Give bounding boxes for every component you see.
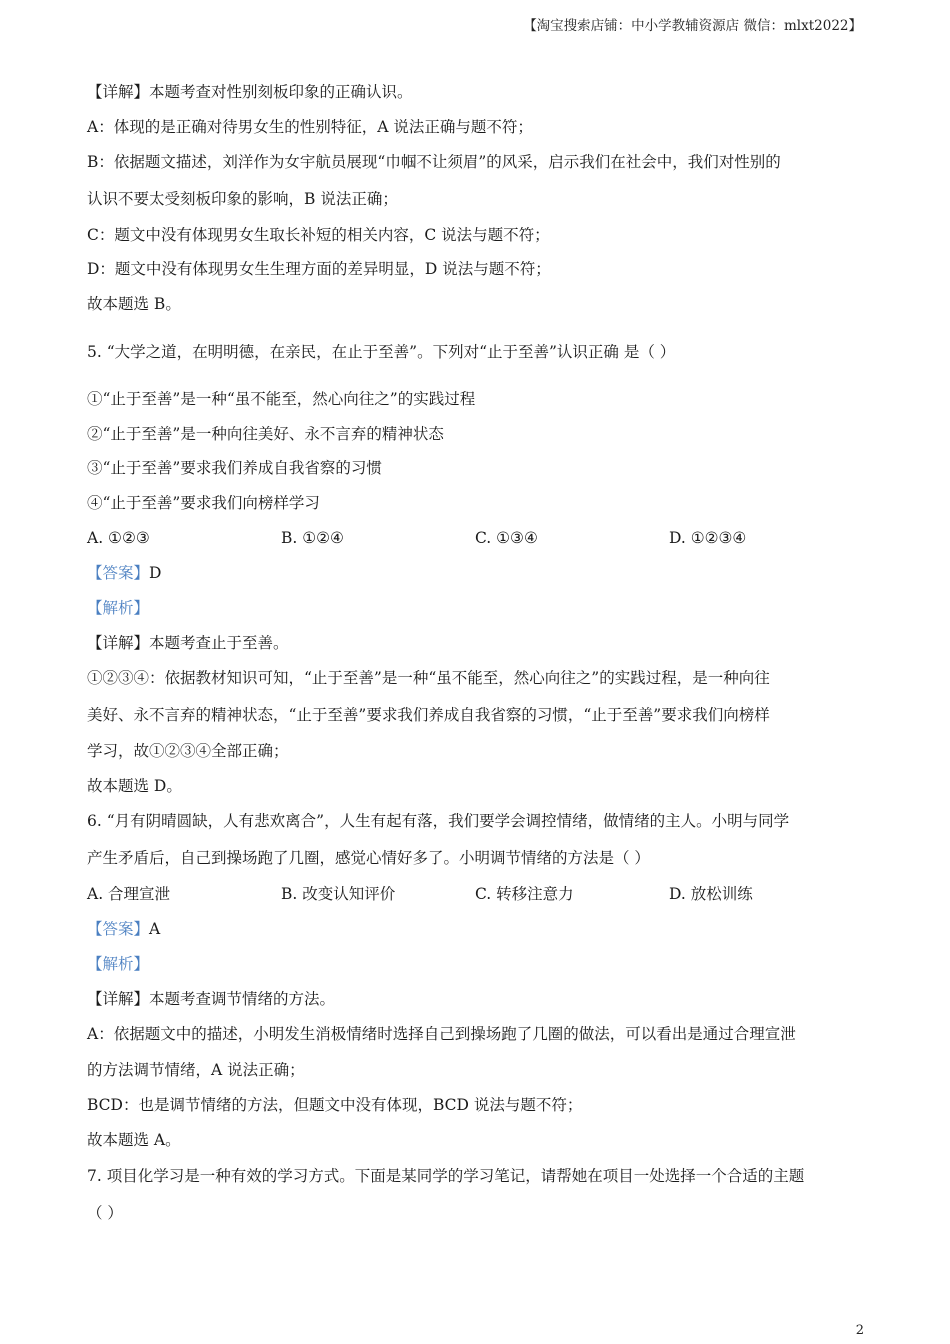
q5-option-a: A. ①②③: [87, 529, 150, 547]
page-header: 【淘宝搜索店铺：中小学教辅资源店 微信：mlxt2022】: [523, 18, 862, 34]
q6-option-d: D. 放松训练: [669, 885, 753, 903]
text-line: 【详解】本题考查对性别刻板印象的正确认识。: [87, 83, 413, 101]
statement-2: ②“止于至善”是一种向往美好、永不言弃的精神状态: [87, 425, 444, 443]
statement-1: ①“止于至善”是一种“虽不能至，然心向往之”的实践过程: [87, 390, 476, 408]
statement-4: ④“止于至善”要求我们向榜样学习: [87, 494, 320, 512]
text-line: A：体现的是正确对待男女生的性别特征，A 说法正确与题不符；: [87, 118, 533, 136]
text-line: A：依据题文中的描述，小明发生消极情绪时选择自己到操场跑了几圈的做法，可以看出是通过合理宣泄: [87, 1025, 796, 1043]
text-line: 故本题选 A。: [87, 1131, 181, 1149]
question-7-stem-cont: （ ）: [87, 1204, 123, 1222]
q6-option-b: B. 改变认知评价: [281, 885, 396, 903]
question-6-stem: 6. “月有阴晴圆缺，人有悲欢离合”，人生有起有落，我们要学会调控情绪，做情绪的主人。小明与同学: [87, 812, 790, 830]
question-6-stem-cont: 产生矛盾后，自己到操场跑了几圈，感觉心情好多了。小明调节情绪的方法是（ ）: [87, 849, 650, 867]
page-number: 2: [855, 1323, 864, 1338]
question-7-stem: 7. 项目化学习是一种有效的学习方式。下面是某同学的学习笔记，请帮她在项目一处选择一个合适的主题: [87, 1167, 805, 1185]
answer-tag: 【答案】: [87, 564, 150, 582]
analysis-tag: 【解析】: [87, 599, 150, 617]
q6-answer-row: [87, 919, 160, 939]
analysis-tag: 【解析】: [87, 955, 150, 973]
q5-option-c: C. ①③④: [475, 529, 538, 547]
text-line: 的方法调节情绪，A 说法正确；: [87, 1061, 305, 1079]
text-line: 美好、永不言弃的精神状态，“止于至善”要求我们养成自我省察的习惯，“止于至善”要求我们向榜样: [87, 706, 770, 724]
text-line: D：题文中没有体现男女生生理方面的差异明显，D 说法与题不符；: [87, 260, 551, 278]
answer-tag: 【答案】: [87, 920, 150, 938]
text-line: BCD：也是调节情绪的方法，但题文中没有体现，BCD 说法与题不符；: [87, 1096, 583, 1114]
statement-3: ③“止于至善”要求我们养成自我省察的习惯: [87, 459, 382, 477]
text-line: C：题文中没有体现男女生取长补短的相关内容，C 说法与题不符；: [87, 226, 550, 244]
question-5-stem: 5. “大学之道，在明明德，在亲民，在止于至善”。下列对“止于至善”认识正确 是（ ）: [87, 343, 676, 361]
text-line: 【详解】本题考查止于至善。: [87, 634, 289, 652]
text-line: 认识不要太受刻板印象的影响，B 说法正确；: [87, 190, 398, 208]
q5-option-b: B. ①②④: [281, 529, 344, 547]
answer-value: D: [149, 564, 162, 582]
answer-value: A: [149, 920, 161, 938]
text-line: 【详解】本题考查调节情绪的方法。: [87, 990, 336, 1008]
text-line: 学习，故①②③④全部正确；: [87, 742, 289, 760]
text-line: ①②③④：依据教材知识可知，“止于至善”是一种“虽不能至，然心向往之”的实践过程，是一种向往: [87, 669, 770, 687]
q6-option-a: A. 合理宣泄: [87, 885, 171, 903]
q5-answer-row: [87, 563, 161, 583]
text-line: 故本题选 B。: [87, 295, 181, 313]
text-line: B：依据题文描述，刘洋作为女宇航员展现“巾帼不让须眉”的风采，启示我们在社会中，我们对性别的: [87, 153, 781, 171]
q6-option-c: C. 转移注意力: [475, 885, 574, 903]
text-line: 故本题选 D。: [87, 777, 182, 795]
q5-option-d: D. ①②③④: [669, 529, 747, 547]
